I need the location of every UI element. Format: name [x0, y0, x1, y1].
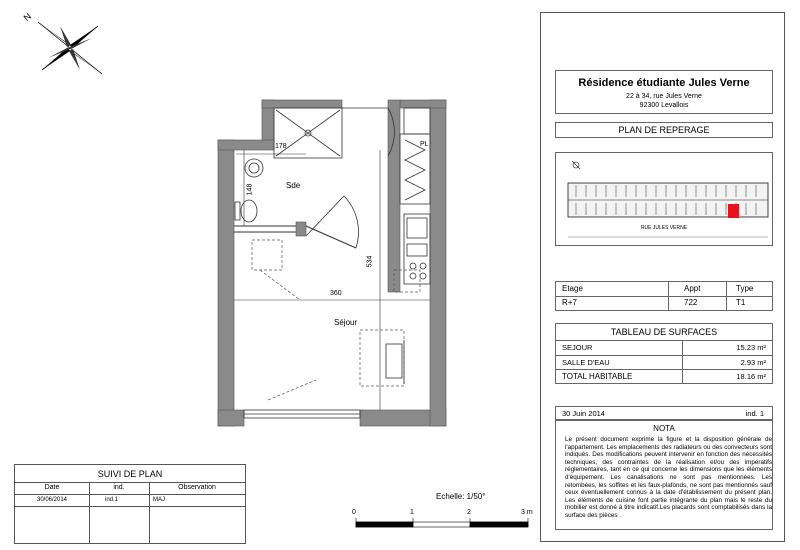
suivi-header-date: Date — [44, 484, 60, 491]
surface-label-total: TOTAL HABITABLE — [562, 372, 633, 381]
unit-value-type: T1 — [736, 298, 746, 307]
suivi-title: SUIVI DE PLAN — [97, 469, 163, 479]
compass-north-label: N — [21, 11, 33, 23]
surface-value-salle-eau: 2.93 m² — [740, 358, 766, 367]
surface-label-salle-eau: SALLE D'EAU — [562, 358, 610, 367]
surface-value-total: 18.16 m² — [736, 372, 766, 381]
revision-row — [555, 406, 773, 420]
unit-header-type: Type — [736, 284, 754, 293]
scale-tick-1: 1 — [410, 509, 414, 516]
reperage-street-label: RUE JULES VERNE — [640, 225, 688, 231]
unit-header-etage: Etage — [562, 284, 583, 293]
table-icon — [386, 340, 404, 384]
suivi-header-observation: Observation — [178, 484, 216, 491]
reperage-title: PLAN DE REPERAGE — [618, 125, 710, 135]
window — [244, 410, 360, 418]
scale-tick-2: 2 — [467, 509, 471, 516]
suivi-row-ind: ind.1 — [105, 497, 119, 503]
kitchen-icons — [404, 214, 430, 284]
unit-table — [555, 281, 773, 311]
apartment-location-marker — [728, 204, 739, 218]
surface-label-sejour: SEJOUR — [562, 343, 593, 352]
note-text: Le présent document exprime la figure et la disposition générale de l'appartement. Les emplacements des radiateurs ou des convecteurs sont indiqués. Des modifications peuvent intervenir en fonction des nécessités techniques, des contraintes de la réalisation et/ou des impératifs réglementaires, tant en ce qui concerne les dimensions que les éléments d'équipement. Les canalisations ne sont pas mentionnées. Les retombées, les soffites et les faux-plafonds, ne sont pas mentionnés sauf ceux éventuellement connus à la date d'établissement du présent plan. Les éléments de cuisine font partie intégrante du plan mais le reste du mobilier est donné à titre indicatif.Les placards sont comptabilisés dans la surface des pièces . — [565, 436, 772, 519]
residence-name: Résidence étudiante Jules Verne — [578, 77, 750, 89]
dimension-178: 178 — [275, 143, 287, 150]
dimension-360: 360 — [330, 290, 342, 297]
unit-value-etage: R+7 — [562, 298, 577, 307]
revision-index: ind. 1 — [745, 409, 764, 418]
surface-value-sejour: 15.23 m² — [736, 343, 766, 352]
surfaces-title: TABLEAU DE SURFACES — [610, 327, 718, 337]
surfaces-table — [555, 323, 773, 384]
cupboard — [400, 108, 430, 204]
room-label-sejour: Séjour — [334, 318, 358, 327]
note-title: NOTA — [653, 424, 675, 433]
reperage-map — [555, 152, 773, 246]
scale-tick-3: 3 m — [521, 509, 533, 516]
room-label-placard: PL — [420, 141, 429, 148]
reperage-header — [555, 122, 773, 138]
shower-icon — [274, 108, 342, 158]
residence-address-2: 92300 Levallois — [639, 102, 689, 109]
suivi-row-obs: MAJ — [153, 497, 165, 503]
residence-address-1: 22 à 34, rue Jules Verne — [626, 93, 702, 100]
suivi-row-date: 30/06/2014 — [36, 497, 68, 503]
revision-date: 30 Juin 2014 — [562, 409, 605, 418]
scale-label: Echelle: 1/50° — [436, 492, 486, 501]
compass-rose-icon — [38, 22, 102, 74]
dimension-148: 148 — [246, 183, 254, 196]
dimension-534: 534 — [366, 255, 374, 268]
unit-value-appt: 722 — [684, 298, 698, 307]
room-label-sde: Sde — [286, 181, 301, 190]
residence-header — [555, 70, 773, 114]
dimension-lines — [234, 150, 430, 410]
scale-tick-0: 0 — [352, 509, 356, 516]
suivi-header-ind: ind. — [113, 484, 125, 491]
unit-header-appt: Appt — [684, 284, 701, 293]
scale-bar — [356, 518, 528, 527]
suivi-de-plan-table — [14, 464, 246, 544]
